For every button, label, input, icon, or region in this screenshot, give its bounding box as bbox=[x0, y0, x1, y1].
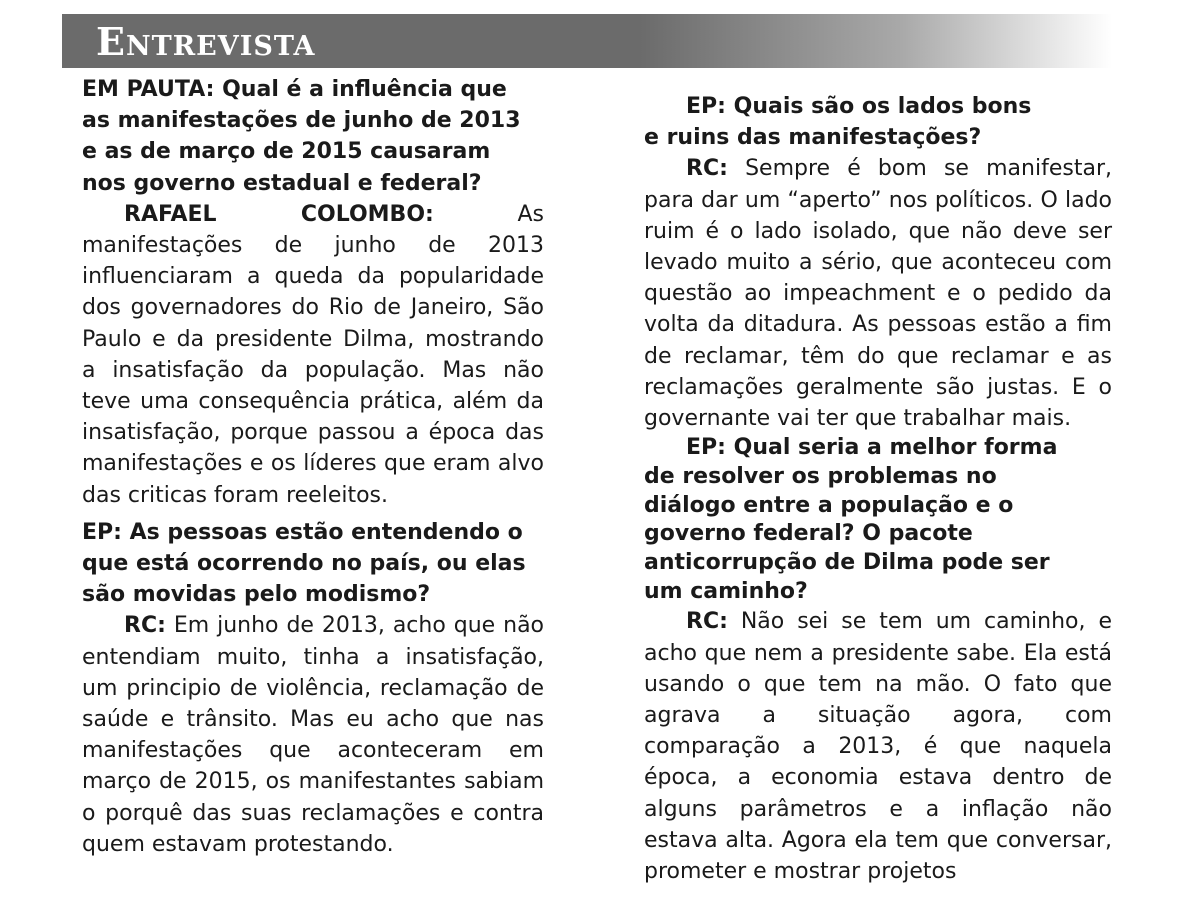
right-column bbox=[644, 91, 1112, 887]
answer-1 bbox=[82, 199, 544, 511]
answer-4 bbox=[644, 606, 1112, 887]
question-2-speaker: EP: bbox=[82, 519, 122, 545]
answer-3 bbox=[644, 153, 1112, 434]
answer-3-text: Sempre é bom se manifestar, para dar um “aperto” nos políticos. O lado ruim é o lado isolado, que não deve ser levado muito a sério, que aconteceu com questão ao impeachment e o pedido da volta da ditadura. As pessoas estão a fim de reclamar, têm do que reclamar e as reclamações geralmente são justas. E o governante vai ter que trabalhar mais. bbox=[644, 156, 1112, 432]
question-4-text: Qual seria a melhor forma de resolver os problemas no diálogo entre a população e o governo federal? O pacote anticorrupção de Dilma pode ser um caminho? bbox=[644, 435, 1058, 604]
question-1 bbox=[82, 74, 522, 199]
question-4-speaker: EP: bbox=[686, 435, 726, 461]
question-2 bbox=[82, 517, 527, 611]
section-title: Entrevista bbox=[96, 19, 316, 64]
question-3-speaker: EP: bbox=[686, 94, 726, 119]
answer-1-speaker: RAFAEL COLOMBO: bbox=[124, 201, 434, 227]
answer-2-speaker: RC: bbox=[124, 613, 166, 639]
question-3 bbox=[644, 91, 1044, 153]
left-column bbox=[82, 74, 544, 860]
answer-4-text: Não sei se tem um caminho, e acho que nem a presidente sabe. Ela está usando o que tem na mão. O fato que agrava a situação agora, com comparação a 2013, é que naquela época, a economia estava dentro de alguns parâmetros e a inflação não estava alta. Agora ela tem que conversar, prometer e mostrar projetos bbox=[644, 609, 1112, 885]
question-3-text: Quais são os lados bons e ruins das manifestações? bbox=[644, 94, 1032, 151]
question-2-text: As pessoas estão entendendo o que está ocorrendo no país, ou elas são movidas pelo modismo? bbox=[82, 519, 526, 608]
section-header-band bbox=[62, 14, 1112, 68]
answer-4-speaker: RC: bbox=[686, 609, 728, 635]
answer-1-text: As manifestações de junho de 2013 influenciaram a queda da popularidade dos governadores do Rio de Janeiro, São Paulo e da presidente Dilma, mostrando a insatisfação da população. Mas não teve uma consequência prática, além da insatisfação, porque passou a época das manifestações e os líderes que eram alvo das criticas foram reeleitos. bbox=[82, 201, 544, 508]
answer-2-text: Em junho de 2013, acho que não entendiam muito, tinha a insatisfação, um principio de violência, reclamação de saúde e trânsito. Mas eu acho que nas manifestações que aconteceram em março de 2015, os manifestantes sabiam o porquê das suas reclamações e contra quem estavam protestando. bbox=[82, 613, 545, 857]
question-1-speaker: EM PAUTA: bbox=[82, 77, 215, 102]
question-4 bbox=[644, 434, 1064, 606]
answer-3-speaker: RC: bbox=[686, 156, 728, 182]
question-1-text: Qual é a influência que as manifestações de junho de 2013 e as de março de 2015 causaram nos governo estadual e federal? bbox=[82, 77, 521, 196]
answer-2 bbox=[82, 610, 544, 860]
